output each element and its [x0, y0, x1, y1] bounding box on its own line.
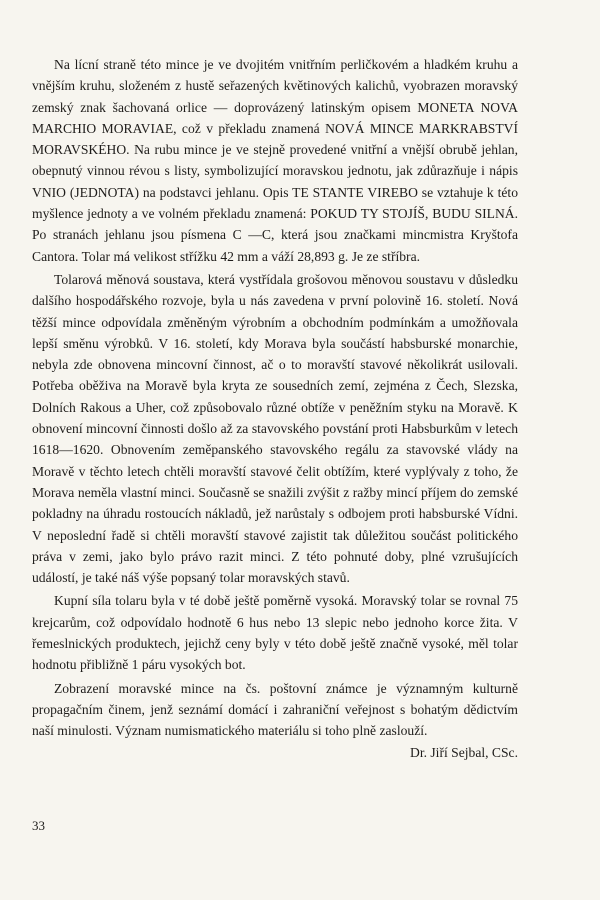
paragraph-purchasing-power: Kupní síla tolaru byla v té době ještě poměrně vysoká. Moravský tolar se rovnal 75 krejcarům, což odpovídalo hodnotě 6 hus nebo 13 slepic nebo jednoho korce žita. V řemeslnických produktech, jejichž ceny byly v této době ještě značně vysoké, měl tolar hodnotu přibližně 1 páru vysokých bot. — [32, 593, 518, 673]
author-signature: Dr. Jiří Sejbal, CSc. — [410, 744, 518, 760]
paragraph-currency-history: Tolarová měnová soustava, která vystřídala grošovou měnovou soustavu v důsledku dalšího hospodářského rozvoje, byla u nás zavedena v první polovině 16. století. Nová těžší mince odpovídala změněným výrobním a obchodním podmínkám a umožňovala lepší směnu výrobků. V 16. století, kdy Morava byla součástí habsburské monarchie, nebyla zde obnovena mincovní činnost, ač o to moravští stavové několikrát usilovali. Potřeba oběživa na Moravě byla kryta ze sousedních zemí, zejména z Čech, Slezska, Dolních Rakous a Uher, což způsobovalo různé obtíže v peněžním styku na Moravě. K obnovení mincovní činnosti došlo až za stavovského povstání proti Habsburkům v letech 1618—1620. Obnovením zeměpanského stavovského regálu za stavovské vlády na Moravě v těchto letech chtěli moravští stavové čelit obtížím, které vyplývaly z toho, že Morava neměla vlastní minci. Současně se snažili zvýšit z ražby mincí příjem do zemské pokladny na úhradu rostoucích nákladů, jež narůstaly s odbojem proti habsburské Vídni. V neposlední řadě si chtěli moravští stavové zajistit tak důležitou součást politického práva v zemi, jako bylo právo razit minci. Z této pohnuté doby, plné vzrušujících událostí, je také náš výše popsaný tolar moravských stavů. — [32, 271, 518, 586]
page-number: 33 — [32, 818, 45, 833]
page-body — [32, 54, 518, 763]
paragraph-stamp-significance: Zobrazení moravské mince na čs. poštovní známce je významným kulturně propagačním činem, jenž seznámí domácí i zahraniční veřejnost s bohatým dědictvím naší minulosti. Význam numismatického materiálu si toho plně zaslouží. — [32, 680, 518, 739]
paragraph-coin-description: Na lícní straně této mince je ve dvojitém vnitřním perličkovém a hladkém kruhu a vnějším kruhu, složeném z hustě seřazených květinových kalichů, vyobrazen moravský zemský znak šachovaná orlice — doprovázený latinským opisem MONETA NOVA MARCHIO MORAVIAE, což v překladu znamená NOVÁ MINCE MARKRABSTVÍ MORAVSKÉHO. Na rubu mince je ve stejně provedené vnitřní a vnější obrubě jehlan, obepnutý vinnou révou s listy, symbolizující moravskou jednotu, jak zdůrazňuje i nápis VNIO (JEDNOTA) na podstavci jehlanu. Opis TE STANTE VIREBO se vztahuje k této myšlence jednoty a ve volném překladu znamená: POKUD TY STOJÍŠ, BUDU SILNÁ. Po stranách jehlanu jsou písmena C —C, která jsou značkami mincmistra Kryštofa Cantora. Tolar má velikost střížku 42 mm a váží 28,893 g. Je ze stříbra. — [32, 57, 518, 264]
